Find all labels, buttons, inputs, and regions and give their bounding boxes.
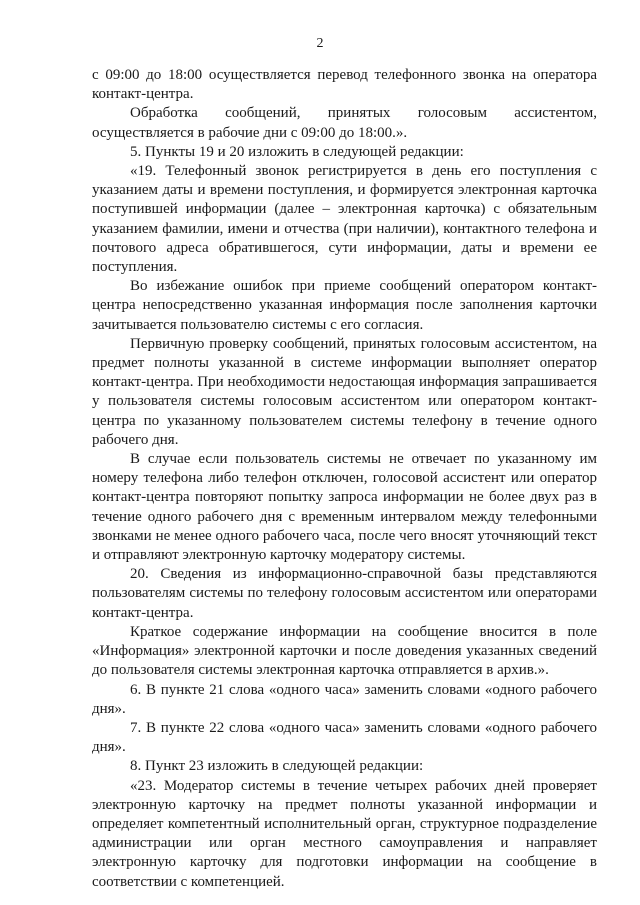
paragraph-3: 5. Пункты 19 и 20 изложить в следующей редакции:: [130, 143, 464, 160]
page-number: 2: [316, 36, 324, 51]
paragraph-7: В случае если пользователь системы не отвечает по указанному им номеру телефона либо телефон отключен, голосовой ассистент или оператор контакт-центра повторяют попытку запроса информации не более двух раз в течение одного рабочего дня с временным интервалом между телефонными звонками не менее одного рабочего часа, после чего вносят уточняющий текст и отправляют электронную карточку модератору системы.: [92, 451, 597, 564]
paragraph-5: Во избежание ошибок при приеме сообщений оператором контакт-центра непосредственно указанная информация после заполнения карточки зачитывается пользователю системы с его согласия.: [92, 278, 597, 333]
paragraph-10: 6. В пункте 21 слова «одного часа» заменить словами «одного рабочего дня».: [92, 681, 597, 717]
document-body: [92, 66, 597, 892]
paragraph-1: с 09:00 до 18:00 осуществляется перевод телефонного звонка на оператора контакт-центра.: [92, 67, 597, 103]
paragraph-2: Обработка сообщений, принятых голосовым ассистентом, осуществляется в рабочие дни с 09:00 до 18:00.».: [92, 105, 597, 141]
paragraph-12: 8. Пункт 23 изложить в следующей редакции:: [130, 758, 424, 775]
paragraph-9: Краткое содержание информации на сообщение вносится в поле «Информация» электронной карточки и после доведения указанных сведений до пользователя системы электронная карточка отправляется в архив.».: [92, 623, 597, 679]
paragraph-6: Первичную проверку сообщений, принятых голосовым ассистентом, на предмет полноты указанной в системе информации выполняет оператор контакт-центра. При необходимости недостающая информация запрашивается у пользователя системы голосовым ассистентом или оператором контакт-центра по указанному пользователем системы телефону в течение одного рабочего дня.: [92, 335, 597, 448]
paragraph-4: «19. Телефонный звонок регистрируется в день его поступления с указанием даты и времени поступления, и формируется электронная карточка поступившей информации (далее – электронная карточка) с обязательным указанием фамилии, имени и отчества (при наличии), контактного телефона и почтового адреса обратившегося, сути информации, даты и времени ее поступления.: [92, 163, 597, 276]
paragraph-11: 7. В пункте 22 слова «одного часа» заменить словами «одного рабочего дня».: [92, 719, 597, 756]
paragraph-13: «23. Модератор системы в течение четырех рабочих дней проверяет электронную карточку на предмет полноты указанной информации и определяет компетентный исполнительный орган, структурное подразделение администрации или орган местного самоуправления и направляет электронную карточку для подготовки информации на сообщение в соответствии с компетенцией.: [92, 777, 597, 890]
paragraph-8: 20. Сведения из информационно-справочной базы представляются пользователям системы по телефону голосовым ассистентом или операторами контакт-центра.: [92, 566, 597, 621]
